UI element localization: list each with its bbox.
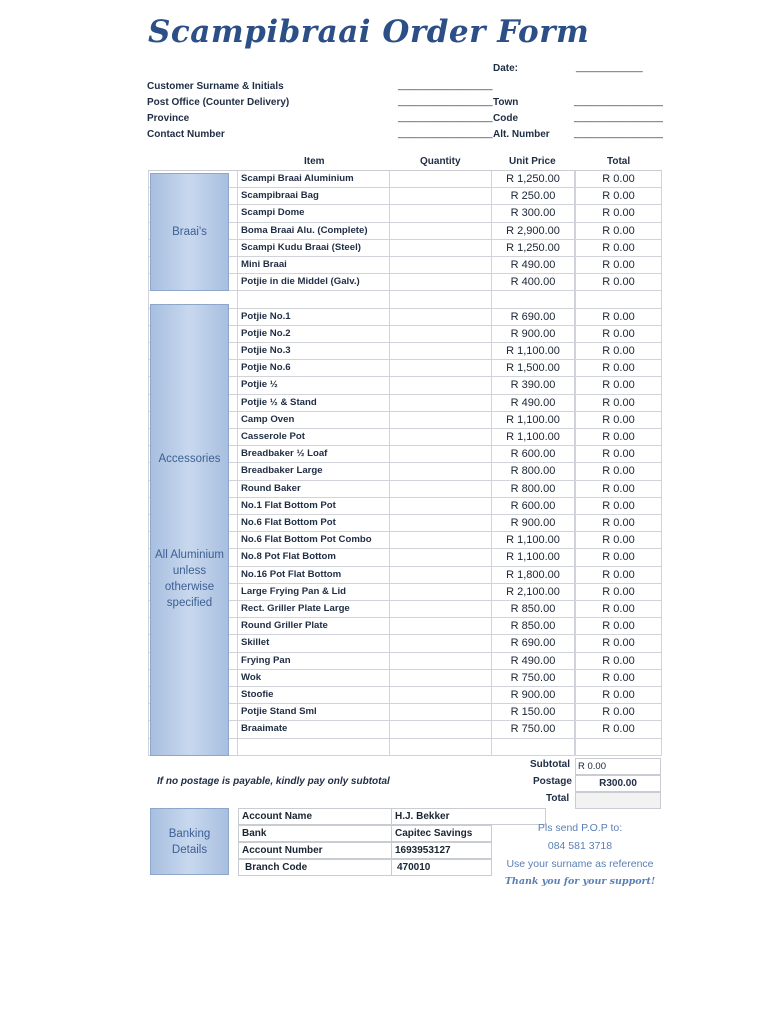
- postage-value: R300.00: [575, 775, 661, 792]
- unit-price: R 600.00: [492, 498, 575, 515]
- quantity-input[interactable]: [390, 601, 492, 618]
- column-header-quantity: Quantity: [420, 156, 461, 167]
- line-total: R 0.00: [575, 257, 662, 274]
- item-name: Round Griller Plate: [238, 618, 390, 635]
- unit-price: R 400.00: [492, 274, 575, 291]
- unit-price: R 1,500.00: [492, 360, 575, 377]
- line-total: [575, 739, 662, 756]
- line-total: R 0.00: [575, 377, 662, 394]
- item-name: Potjie No.1: [238, 309, 390, 326]
- item-name: Scampi Dome: [238, 205, 390, 222]
- line-total: R 0.00: [575, 653, 662, 670]
- subtotal-value: R 0.00: [575, 758, 661, 775]
- group-label-braais-text: Braai's: [172, 226, 207, 238]
- line-total: R 0.00: [575, 446, 662, 463]
- line-total: R 0.00: [575, 463, 662, 480]
- item-name: Scampi Braai Aluminium: [238, 171, 390, 188]
- banking-details-label: [150, 808, 229, 875]
- unit-price: R 1,100.00: [492, 412, 575, 429]
- unit-price: R 1,800.00: [492, 567, 575, 584]
- quantity-input[interactable]: [390, 721, 492, 738]
- quantity-input[interactable]: [390, 704, 492, 721]
- unit-price: R 1,250.00: [492, 171, 575, 188]
- total-value: [575, 792, 661, 809]
- postage-label: Postage: [533, 776, 572, 787]
- unit-price: [492, 739, 575, 756]
- line-total: R 0.00: [575, 567, 662, 584]
- unit-price: R 2,100.00: [492, 584, 575, 601]
- unit-price: R 900.00: [492, 515, 575, 532]
- quantity-input[interactable]: [390, 240, 492, 257]
- quantity-input[interactable]: [390, 171, 492, 188]
- thanks-note: Thank you for your support!: [504, 876, 656, 887]
- item-name: No.1 Flat Bottom Pot: [238, 498, 390, 515]
- line-total: [575, 291, 662, 308]
- line-total: R 0.00: [575, 635, 662, 652]
- postage-note: If no postage is payable, kindly pay only subtotal: [157, 776, 390, 787]
- item-name: [238, 739, 390, 756]
- line-total: R 0.00: [575, 532, 662, 549]
- quantity-input[interactable]: [390, 515, 492, 532]
- unit-price: R 850.00: [492, 618, 575, 635]
- line-total: R 0.00: [575, 584, 662, 601]
- unit-price: R 150.00: [492, 704, 575, 721]
- account-number-label: Account Number: [238, 842, 392, 859]
- unit-price: R 490.00: [492, 257, 575, 274]
- item-name: Potjie No.2: [238, 326, 390, 343]
- group-label-accessories-text: Accessories: [158, 453, 221, 465]
- line-total: R 0.00: [575, 205, 662, 222]
- pop-phone: 084 581 3718: [547, 840, 613, 852]
- province-label: Province: [147, 113, 190, 124]
- account-name-label: Account Name: [238, 808, 392, 825]
- column-header-total: Total: [607, 156, 631, 167]
- unit-price: R 800.00: [492, 463, 575, 480]
- account-name-value: H.J. Bekker: [391, 808, 546, 825]
- quantity-input[interactable]: [390, 549, 492, 566]
- quantity-input[interactable]: [390, 343, 492, 360]
- line-total: R 0.00: [575, 360, 662, 377]
- item-name: Scampi Kudu Braai (Steel): [238, 240, 390, 257]
- unit-price: [492, 291, 575, 308]
- quantity-input[interactable]: [390, 188, 492, 205]
- quantity-input[interactable]: [390, 274, 492, 291]
- line-total: R 0.00: [575, 429, 662, 446]
- contact-number-label: Contact Number: [147, 129, 225, 140]
- line-total: R 0.00: [575, 240, 662, 257]
- unit-price: R 490.00: [492, 653, 575, 670]
- item-name: Breadbaker ½ Loaf: [238, 446, 390, 463]
- town-field[interactable]: ________________: [574, 96, 663, 107]
- item-name: Rect. Griller Plate Large: [238, 601, 390, 618]
- surname-label: Customer Surname & Initials: [147, 81, 284, 92]
- reference-note: Use your surname as reference: [506, 858, 654, 870]
- line-total: R 0.00: [575, 343, 662, 360]
- line-total: R 0.00: [575, 601, 662, 618]
- line-total: R 0.00: [575, 549, 662, 566]
- post-office-label: Post Office (Counter Delivery): [147, 97, 290, 108]
- item-name: Potjie in die Middel (Galv.): [238, 274, 390, 291]
- unit-price: R 750.00: [492, 670, 575, 687]
- line-total: R 0.00: [575, 687, 662, 704]
- group-label-accessories: [150, 304, 229, 756]
- quantity-input[interactable]: [390, 635, 492, 652]
- post-office-field[interactable]: _________________: [398, 96, 493, 107]
- quantity-input[interactable]: [390, 498, 492, 515]
- alt-number-field[interactable]: ________________: [574, 128, 663, 139]
- unit-price: R 900.00: [492, 687, 575, 704]
- surname-field[interactable]: _________________: [398, 80, 493, 91]
- quantity-input[interactable]: [390, 618, 492, 635]
- quantity-input[interactable]: [390, 395, 492, 412]
- item-name: No.6 Flat Bottom Pot Combo: [238, 532, 390, 549]
- line-total: R 0.00: [575, 618, 662, 635]
- item-name: Potjie ½ & Stand: [238, 395, 390, 412]
- line-total: R 0.00: [575, 721, 662, 738]
- unit-price: R 1,100.00: [492, 429, 575, 446]
- alt-number-label: Alt. Number: [493, 129, 550, 140]
- quantity-input[interactable]: [390, 739, 492, 756]
- unit-price: R 600.00: [492, 446, 575, 463]
- date-label: Date:: [493, 63, 519, 74]
- item-name: Braaimate: [238, 721, 390, 738]
- unit-price: R 900.00: [492, 326, 575, 343]
- quantity-input[interactable]: [390, 567, 492, 584]
- unit-price: R 1,100.00: [492, 343, 575, 360]
- quantity-input[interactable]: [390, 653, 492, 670]
- item-name: Potjie Stand Sml: [238, 704, 390, 721]
- item-name: Potjie ½: [238, 377, 390, 394]
- unit-price: R 750.00: [492, 721, 575, 738]
- date-field[interactable]: ____________: [576, 62, 643, 73]
- code-field[interactable]: ________________: [574, 112, 663, 123]
- item-name: [238, 291, 390, 308]
- quantity-input[interactable]: [390, 377, 492, 394]
- item-name: Potjie No.3: [238, 343, 390, 360]
- item-name: Boma Braai Alu. (Complete): [238, 223, 390, 240]
- item-name: Stoofie: [238, 687, 390, 704]
- item-name: Potjie No.6: [238, 360, 390, 377]
- branch-code-value: 470010: [391, 859, 492, 876]
- quantity-input[interactable]: [390, 584, 492, 601]
- line-total: R 0.00: [575, 223, 662, 240]
- aluminium-note: All Aluminium unless otherwise specified: [154, 549, 225, 609]
- quantity-input[interactable]: [390, 257, 492, 274]
- quantity-input[interactable]: [390, 687, 492, 704]
- unit-price: R 390.00: [492, 377, 575, 394]
- line-total: R 0.00: [575, 188, 662, 205]
- line-total: R 0.00: [575, 309, 662, 326]
- quantity-input[interactable]: [390, 429, 492, 446]
- line-total: R 0.00: [575, 515, 662, 532]
- unit-price: R 800.00: [492, 481, 575, 498]
- column-header-item: Item: [304, 156, 325, 167]
- bank-value: Capitec Savings: [391, 825, 492, 842]
- bank-label: Bank: [238, 825, 392, 842]
- quantity-input[interactable]: [390, 463, 492, 480]
- line-total: R 0.00: [575, 412, 662, 429]
- quantity-input[interactable]: [390, 291, 492, 308]
- column-header-unit-price: Unit Price: [509, 156, 556, 167]
- code-label: Code: [493, 113, 518, 124]
- branch-code-label: Branch Code: [238, 859, 392, 876]
- item-name: Breadbaker Large: [238, 463, 390, 480]
- quantity-input[interactable]: [390, 309, 492, 326]
- item-name: No.16 Pot Flat Bottom: [238, 567, 390, 584]
- account-number-value: 1693953127: [391, 842, 492, 859]
- item-name: Wok: [238, 670, 390, 687]
- item-name: Skillet: [238, 635, 390, 652]
- town-label: Town: [493, 97, 519, 108]
- line-total: R 0.00: [575, 171, 662, 188]
- province-field[interactable]: _________________: [398, 112, 493, 123]
- item-name: No.8 Pot Flat Bottom: [238, 549, 390, 566]
- line-total: R 0.00: [575, 326, 662, 343]
- item-name: Camp Oven: [238, 412, 390, 429]
- item-name: Scampibraai Bag: [238, 188, 390, 205]
- unit-price: R 490.00: [492, 395, 575, 412]
- line-total: R 0.00: [575, 481, 662, 498]
- unit-price: R 250.00: [492, 188, 575, 205]
- total-label: Total: [546, 793, 570, 804]
- item-name: Large Frying Pan & Lid: [238, 584, 390, 601]
- unit-price: R 300.00: [492, 205, 575, 222]
- pop-note: Pls send P.O.P to:: [537, 822, 623, 834]
- form-title: Scampibraai Order Form: [148, 14, 590, 50]
- quantity-input[interactable]: [390, 481, 492, 498]
- item-name: Round Baker: [238, 481, 390, 498]
- quantity-input[interactable]: [390, 360, 492, 377]
- item-name: Mini Braai: [238, 257, 390, 274]
- line-total: R 0.00: [575, 274, 662, 291]
- unit-price: R 850.00: [492, 601, 575, 618]
- line-total: R 0.00: [575, 704, 662, 721]
- quantity-input[interactable]: [390, 326, 492, 343]
- quantity-input[interactable]: [390, 412, 492, 429]
- line-total: R 0.00: [575, 670, 662, 687]
- subtotal-label: Subtotal: [530, 759, 570, 770]
- contact-number-field[interactable]: _________________: [398, 128, 493, 139]
- quantity-input[interactable]: [390, 205, 492, 222]
- unit-price: R 2,900.00: [492, 223, 575, 240]
- item-name: Casserole Pot: [238, 429, 390, 446]
- quantity-input[interactable]: [390, 446, 492, 463]
- quantity-input[interactable]: [390, 670, 492, 687]
- unit-price: R 1,100.00: [492, 532, 575, 549]
- item-name: No.6 Flat Bottom Pot: [238, 515, 390, 532]
- unit-price: R 1,100.00: [492, 549, 575, 566]
- group-label-braais: [150, 173, 229, 291]
- line-total: R 0.00: [575, 498, 662, 515]
- unit-price: R 1,250.00: [492, 240, 575, 257]
- item-name: Frying Pan: [238, 653, 390, 670]
- quantity-input[interactable]: [390, 223, 492, 240]
- line-total: R 0.00: [575, 395, 662, 412]
- quantity-input[interactable]: [390, 532, 492, 549]
- banking-details-text: Banking Details: [168, 827, 211, 856]
- unit-price: R 690.00: [492, 309, 575, 326]
- unit-price: R 690.00: [492, 635, 575, 652]
